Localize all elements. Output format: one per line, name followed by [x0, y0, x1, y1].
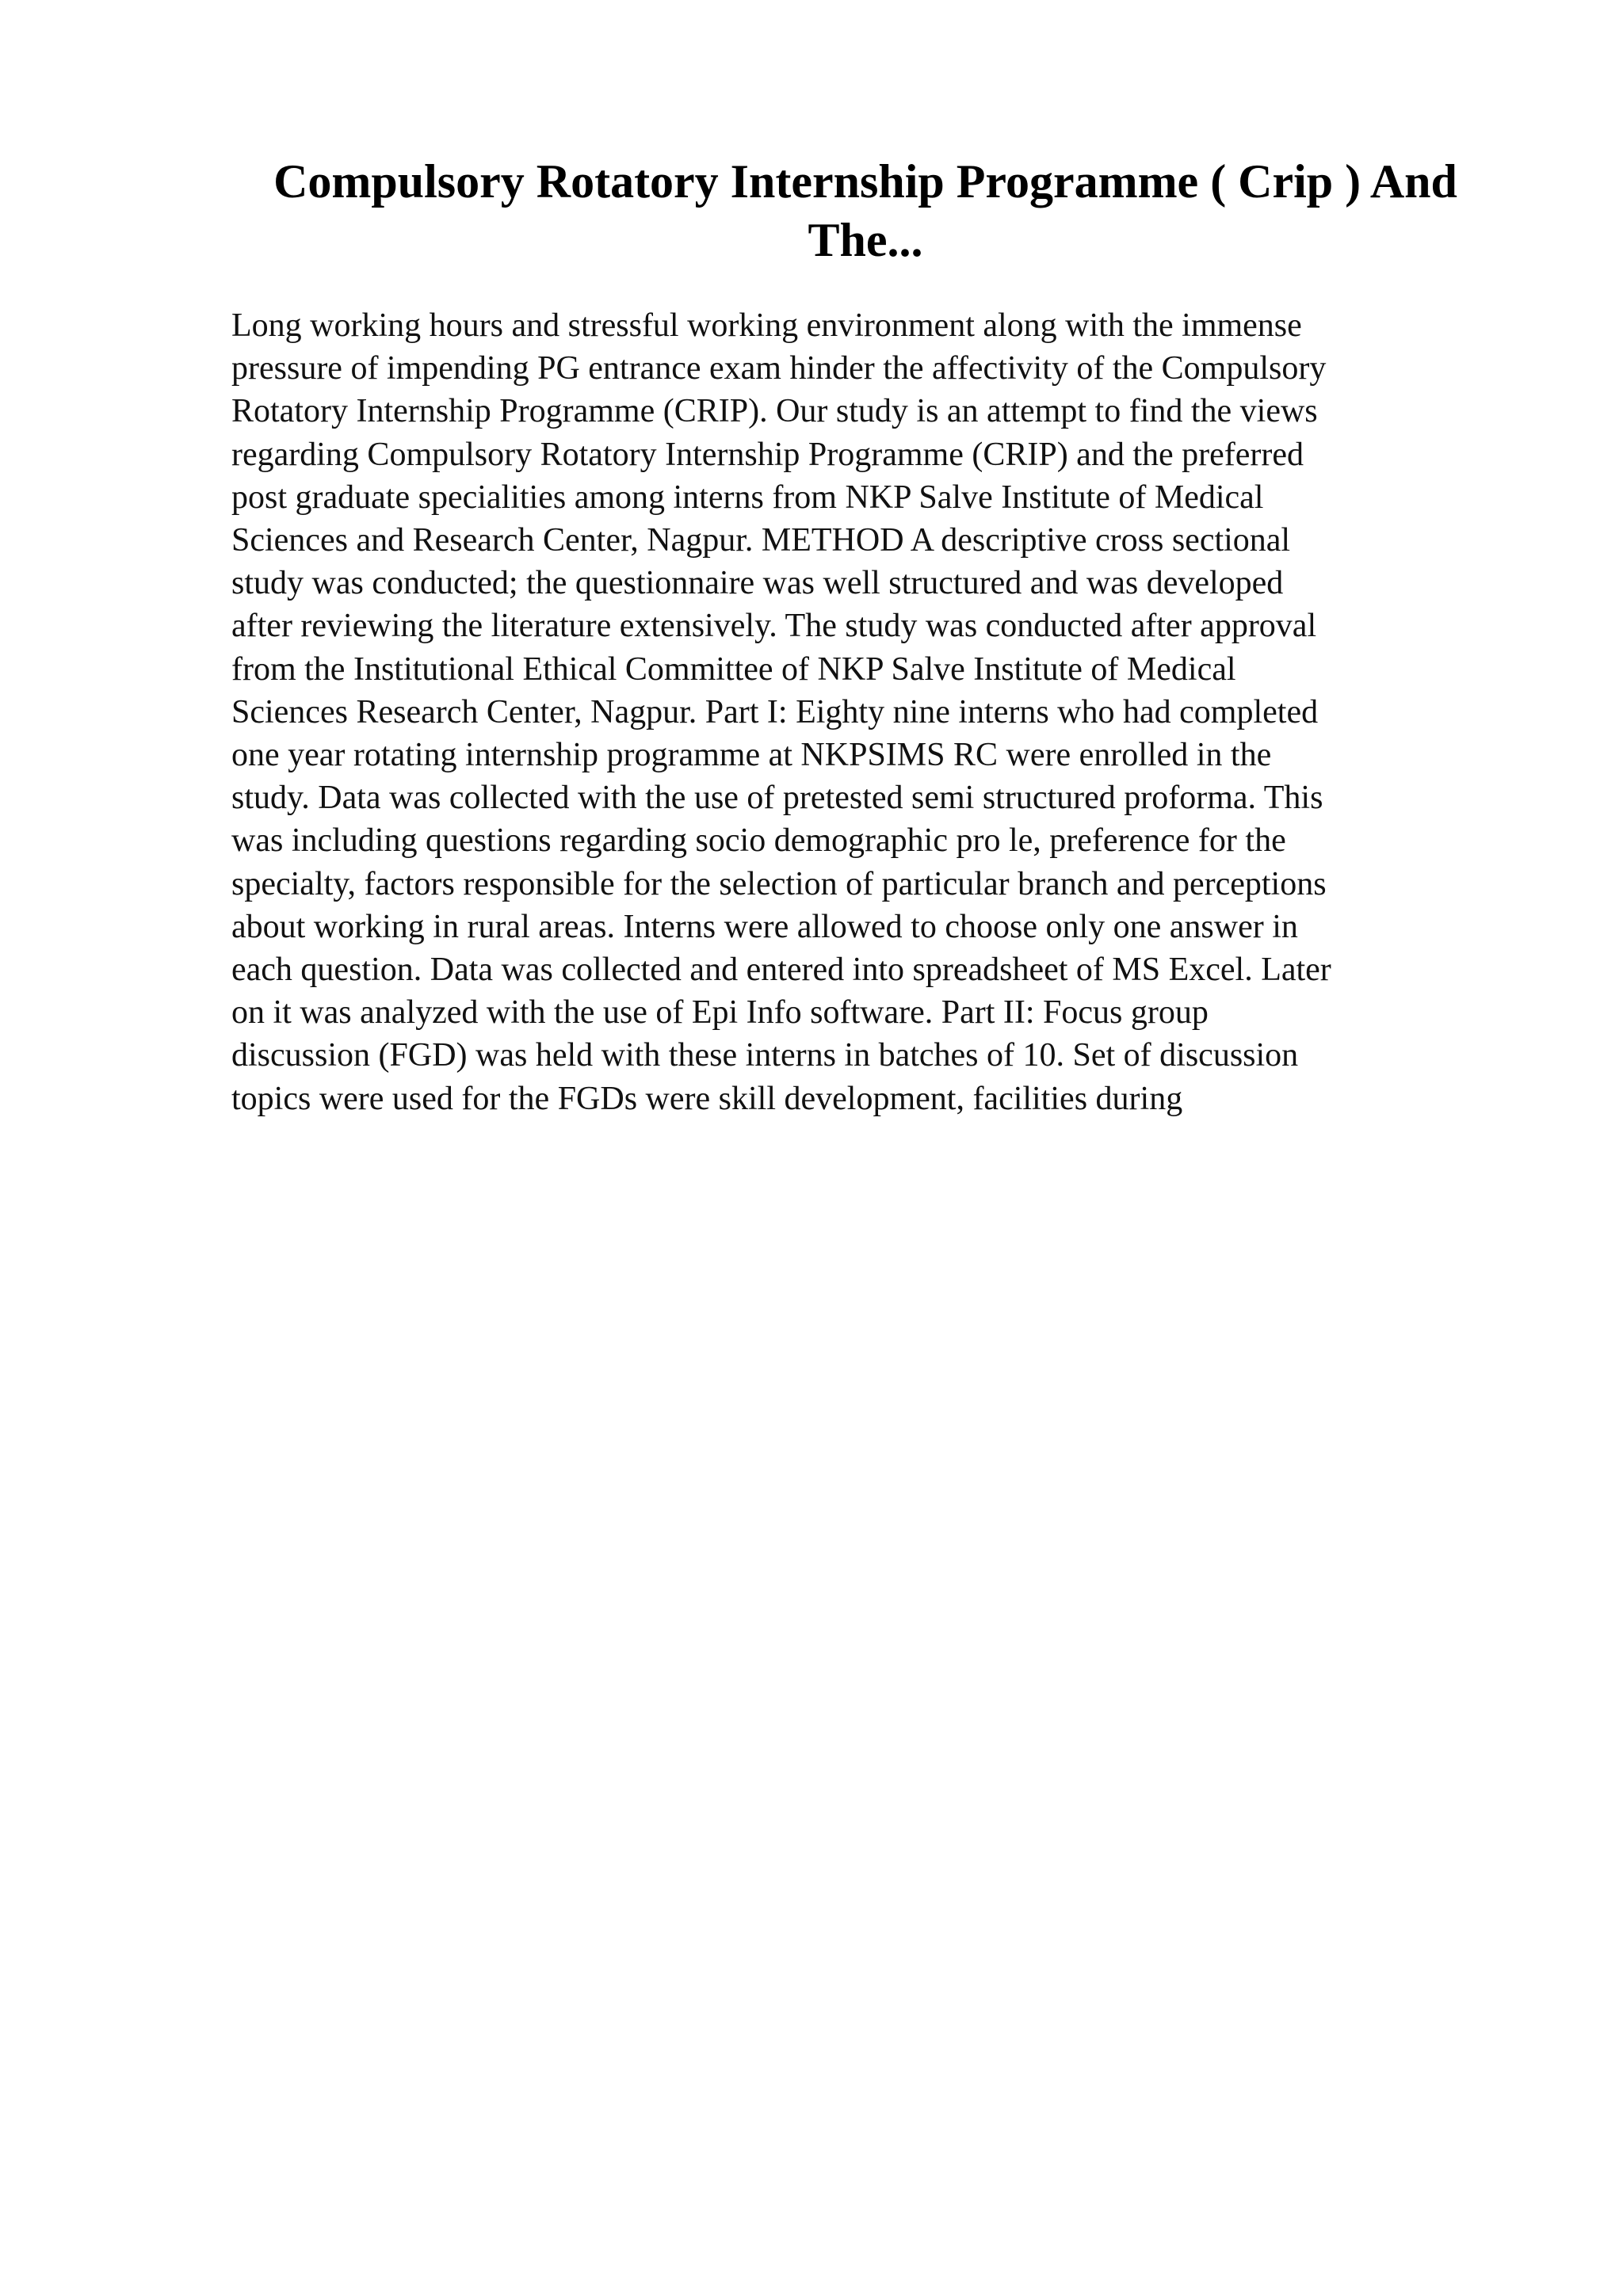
body-line: after reviewing the literature extensively. The study was conducted after approval — [231, 608, 1317, 645]
body-line: on it was analyzed with the use of Epi Info software. Part II: Focus group — [231, 994, 1209, 1032]
body-line: from the Institutional Ethical Committee of NKP Salve Institute of Medical — [231, 650, 1236, 688]
body-line: pressure of impending PG entrance exam hinder the affectivity of the Compulsory — [231, 350, 1327, 387]
body-line: study was conducted; the questionnaire was well structured and was developed — [231, 565, 1284, 602]
body-line: discussion (FGD) was held with these interns in batches of 10. Set of discussion — [231, 1037, 1299, 1074]
body-line: specialty, factors responsible for the selection of particular branch and perceptions — [231, 865, 1327, 902]
body-line: post graduate specialities among interns from NKP Salve Institute of Medical — [231, 479, 1264, 516]
body-line: Rotatory Internship Programme (CRIP). Our study is an attempt to find the views — [231, 393, 1318, 430]
body-line: was including questions regarding socio demographic pro le, preference for the — [231, 822, 1286, 860]
body-line: Long working hours and stressful working environment along with the immense — [231, 307, 1302, 344]
document-title: Compulsory Rotatory Internship Programme ( Crip ) And The... — [273, 155, 1457, 266]
body-line: regarding Compulsory Rotatory Internship Programme (CRIP) and the preferred — [231, 436, 1304, 473]
body-line: study. Data was collected with the use of pretested semi structured proforma. This — [231, 780, 1323, 817]
body-line: each question. Data was collected and entered into spreadsheet of MS Excel. Later — [231, 952, 1331, 989]
body-line: Sciences and Research Center, Nagpur. METHOD A descriptive cross sectional — [231, 522, 1291, 559]
body-line: about working in rural areas. Interns were allowed to choose only one answer in — [231, 908, 1298, 945]
body-line: one year rotating internship programme at NKPSIMS RC were enrolled in the — [231, 737, 1272, 774]
body-line: topics were used for the FGDs were skill development, facilities during — [231, 1080, 1183, 1117]
body-line: Sciences Research Center, Nagpur. Part I: Eighty nine interns who had completed — [231, 693, 1319, 730]
document-body — [231, 304, 1468, 1120]
